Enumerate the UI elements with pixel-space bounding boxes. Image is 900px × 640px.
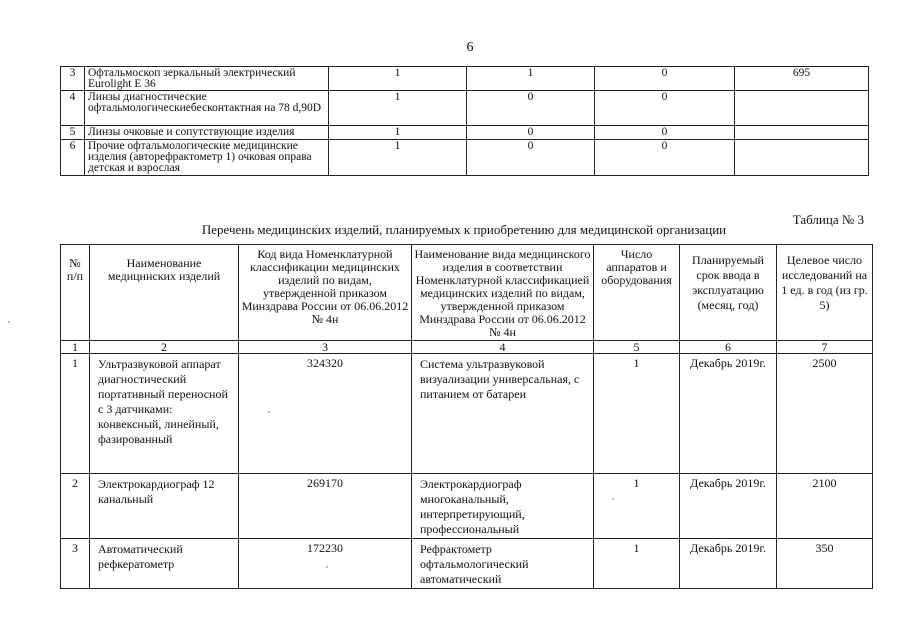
column-number: 3 — [239, 341, 412, 354]
column-header: Целевое число исследований на 1 ед. в год (из гр. 5) — [777, 245, 873, 341]
unit-count: 1 — [594, 354, 680, 474]
column-number: 2 — [90, 341, 239, 354]
item-name: Автоматический рефкератометр — [90, 539, 239, 589]
cell-value — [735, 140, 869, 176]
commissioning-date: Декабрь 2019г. — [680, 474, 777, 539]
table-title: Перечень медицинских изделий, планируемых к приобретению для медицинской организации — [201, 222, 727, 237]
table-label: Таблица № 3 — [792, 212, 864, 227]
cell-value: 0 — [467, 91, 595, 126]
table-row — [61, 91, 869, 126]
kind-code: 269170 — [239, 474, 412, 539]
row-number: 3 — [61, 539, 90, 589]
kind-name: Электрокардиограф многоканальный, интерпретирующий, профессиональный — [412, 474, 594, 539]
column-header: Код вида Номенклатурной классификации медицинских изделий по видам, утвержденной приказом Минздрава России от 06.06.2012 № 4н — [239, 245, 412, 341]
row-number: 5 — [61, 126, 85, 140]
commissioning-date: Декабрь 2019г. — [680, 354, 777, 474]
unit-count: 1 — [594, 474, 680, 539]
column-header: Планируемый срок ввода в эксплуатацию (месяц, год) — [680, 245, 777, 341]
cell-value: 1 — [329, 126, 467, 140]
item-name: Линзы диагностические офтальмологическиебесконтактная на 78 d,90D — [85, 91, 329, 126]
cell-value: 695 — [735, 67, 869, 91]
column-header: Число аппаратов и оборудования — [594, 245, 680, 341]
cell-value — [735, 91, 869, 126]
table-header-row — [61, 245, 873, 341]
item-name: Электрокардиограф 12 канальный — [90, 474, 239, 539]
row-number: 1 — [61, 354, 90, 474]
page-number: 6 — [466, 40, 474, 55]
column-header: № п/п — [61, 245, 90, 341]
target-studies: 350 — [777, 539, 873, 589]
item-name: Прочие офтальмологические медицинские изделия (авторефрактометр 1) очковая оправа детская и взрослая — [85, 140, 329, 176]
equipment-table — [60, 244, 873, 589]
cell-value: 0 — [595, 140, 735, 176]
table-row — [61, 474, 873, 539]
table-row — [61, 539, 873, 589]
table-row — [61, 126, 869, 140]
cell-value: 0 — [595, 126, 735, 140]
cell-value: 1 — [329, 91, 467, 126]
cell-value — [735, 126, 869, 140]
item-name: Офтальмоскоп зеркальный электрический Eurolight E 36 — [85, 67, 329, 91]
column-number-row — [61, 341, 873, 354]
scan-speck — [326, 566, 328, 568]
target-studies: 2500 — [777, 354, 873, 474]
target-studies: 2100 — [777, 474, 873, 539]
row-number: 4 — [61, 91, 85, 126]
table-row — [61, 140, 869, 176]
kind-name: Система ультразвуковой визуализации универсальная, с питанием от батареи — [412, 354, 594, 474]
column-number: 7 — [777, 341, 873, 354]
kind-code: 172230 — [239, 539, 412, 589]
table-row — [61, 67, 869, 91]
column-number: 4 — [412, 341, 594, 354]
unit-count: 1 — [594, 539, 680, 589]
row-number: 6 — [61, 140, 85, 176]
column-header: Наименование медицинских изделий — [90, 245, 239, 341]
cell-value: 1 — [467, 67, 595, 91]
column-number: 1 — [61, 341, 90, 354]
item-name: Линзы очковые и сопутствующие изделия — [85, 126, 329, 140]
commissioning-date: Декабрь 2019г. — [680, 539, 777, 589]
column-number: 6 — [680, 341, 777, 354]
scan-speck — [8, 321, 10, 323]
cell-value: 0 — [595, 91, 735, 126]
cell-value: 0 — [595, 67, 735, 91]
column-number: 5 — [594, 341, 680, 354]
continuation-table — [60, 66, 869, 176]
kind-name: Рефрактометр офтальмологический автоматический — [412, 539, 594, 589]
cell-value: 1 — [329, 67, 467, 91]
cell-value: 0 — [467, 126, 595, 140]
scan-speck — [268, 411, 270, 413]
row-number: 3 — [61, 67, 85, 91]
cell-value: 1 — [329, 140, 467, 176]
scan-speck — [612, 498, 614, 500]
row-number: 2 — [61, 474, 90, 539]
column-header: Наименование вида медицинского изделия в соответствии Номенклатурной классификацией медицинских изделий по видам, утвержденной приказом Минздрава России от 06.06.2012 № 4н — [412, 245, 594, 341]
table-row — [61, 354, 873, 474]
cell-value: 0 — [467, 140, 595, 176]
item-name: Ультразвуковой аппарат диагностический портативный переносной с 3 датчиками: конвексный, линейный, фазированный — [90, 354, 239, 474]
kind-code: 324320 — [239, 354, 412, 474]
